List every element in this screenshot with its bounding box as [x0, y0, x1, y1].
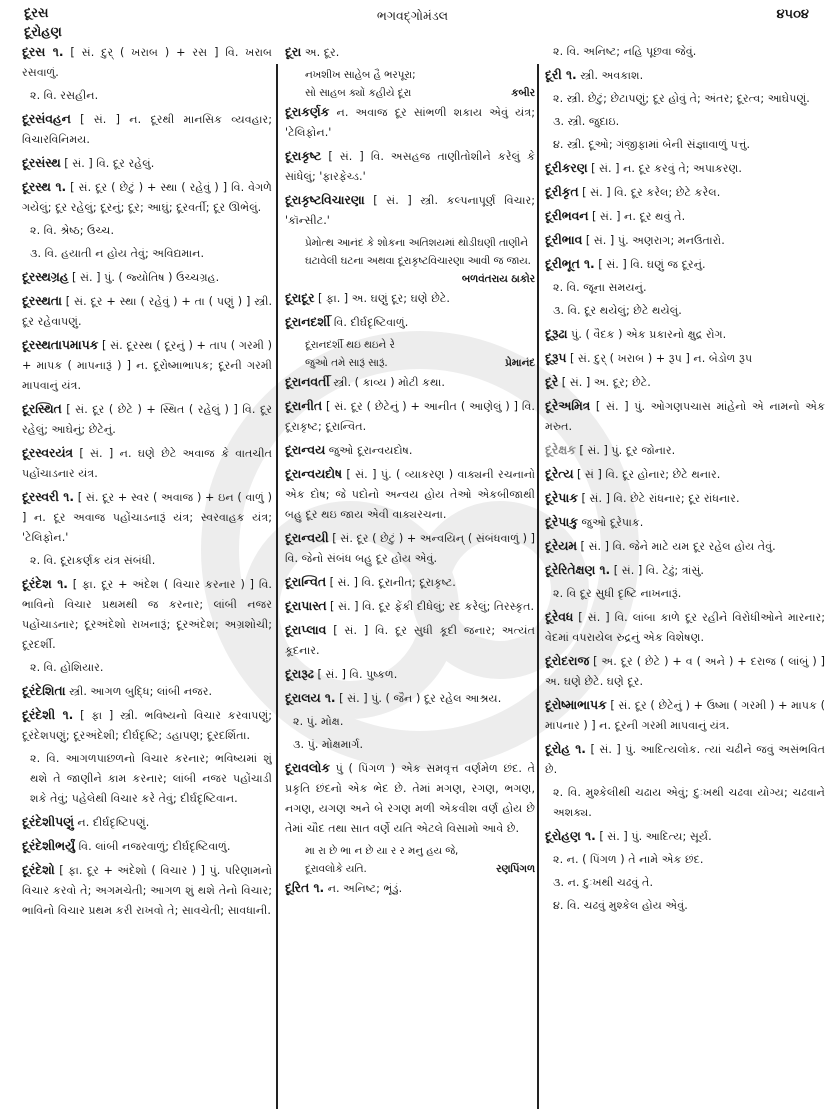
sub-sense: ૪. સ્ત્રી. દૂઓ; ગંજીફામાં બેની સંજ્ઞાવાળું પત્તું. [553, 138, 751, 151]
definition: [ સં. ] વિ. ટેઢું; ત્રાંસું. [613, 564, 704, 577]
quotation-text: જુઓ તમે સારૂં સારૂં. [305, 357, 388, 369]
headword: દૂરસ્થિત [22, 402, 62, 416]
headword: દૂરસ્થગ્રહ [22, 270, 69, 284]
definition: ન. દીર્ઘદૃષ્ટિપણું. [77, 816, 150, 829]
dictionary-entry [285, 372, 535, 393]
column-1 [22, 42, 272, 1092]
column-divider [537, 64, 539, 1109]
headword: દૂરાન્વયી [285, 531, 329, 545]
headword: દૂરસ ૧. [22, 45, 64, 59]
dictionary-entry [22, 860, 272, 921]
dictionary-entry [285, 288, 535, 309]
dictionary-entry [22, 335, 272, 396]
headword: દૂરૂઢા [545, 327, 568, 341]
dictionary-entry [545, 396, 825, 437]
sub-sense: ૨. વિ. શ્રેષ્ઠ; ઉચ્ચ. [30, 224, 115, 237]
headword: દૂરસ્વરી ૧. [22, 490, 74, 504]
quotation-author: રણપિંગળ [496, 863, 535, 875]
definition: [ સં. ] વિ. અસહજ તાણીતોશીને કરેલું કે સાંધેલું; 'ફારફેચ્ડ.' [285, 150, 535, 183]
definition: [ સં. ] પું. આદિત્યલોક. ત્યાં ચઢીને જવું અસંભવિત છે. [545, 743, 825, 776]
headword: દૂરસ્થતા [22, 294, 62, 308]
definition: [ સં. દૂર ( છેટેનું ) + આનીત ( આણેલું ) ] વિ. દૂરાકૃષ્ટ; દૂરાન્વિત. [285, 400, 535, 433]
headword: દૂરે [545, 375, 559, 389]
dictionary-entry [545, 739, 825, 780]
quotation-line: નખશીખ સાહેબ હૈ ભરપૂરા; [305, 69, 416, 81]
dictionary-entry [545, 440, 825, 461]
guide-word-first: દૂરસ [24, 6, 49, 21]
sub-sense: ૩. વિ. હયાતી ન હોય તેવું; અવિદ્યમાન. [30, 247, 205, 260]
definition: વિ. દીર્ઘદૃષ્ટિવાળું. [333, 316, 409, 329]
definition: [ સં. ] પું. ( વ્યાકરણ ) વાક્યની રચનાનો એક દોષ; જે પદોનો અન્વય હોય તેઓ એકબીજાથી બહુ દૂર થઇ જાય એવી વાક્યરચના. [285, 468, 535, 521]
dictionary-entry [545, 488, 825, 509]
definition: જુઓ દૂરેપાક. [581, 516, 644, 529]
headword: દૂરાનદર્શી [285, 315, 331, 329]
sub-sense: ૩. પું. મોક્ષમાર્ગ. [293, 738, 364, 751]
dictionary-entry [22, 153, 272, 174]
headword: દૂરેરિતેક્ષણ ૧. [545, 563, 611, 577]
dictionary-entry [22, 681, 272, 702]
headword: દૂરસ્થતાપમાપક [22, 338, 99, 352]
dictionary-entry [545, 695, 825, 736]
definition: [ સં. ] વિ. દૂર કરેલ; છેટે કરેલ. [582, 186, 721, 199]
definition: [ સં. દુર્ ( ખરાબ ) + રસ ] વિ. ખરાબ રસવાળું. [22, 46, 272, 79]
definition: [ સં. ] વિ. દૂરાનીત; દૂરાકૃષ્ટ. [329, 576, 456, 589]
quotation-author: કબીર [511, 87, 535, 99]
dictionary-entry [22, 267, 272, 288]
headword: દૂરાનીત [285, 399, 323, 413]
dictionary-entry [22, 836, 272, 857]
quotation-text: દૂરાવલોકે યતિ. [305, 863, 367, 875]
dictionary-entry [545, 464, 825, 485]
sub-sense: ૪. વિ. ચઢવું મુશ્કેલ હોય એવું. [553, 899, 688, 912]
quotation-line [285, 860, 535, 878]
headword: દૂરોદરાજ [545, 654, 590, 668]
dictionary-entry [285, 102, 535, 143]
sub-sense: ૨. સ્ત્રી. છેટું; છેટાપણું; દૂર હોવું તે; અંતર; દૂરત્વ; આઘેપણું. [553, 92, 810, 105]
quotation-line [285, 84, 535, 102]
running-title: ભગવદ્ગોમંડલ [376, 8, 449, 23]
headword: દૂરાન્વયદોષ [285, 467, 342, 481]
dictionary-entry [285, 688, 535, 709]
quotation-line [285, 354, 535, 372]
column-3 [545, 42, 825, 1092]
dictionary-entry [285, 396, 535, 437]
dictionary-entry [545, 348, 825, 369]
definition: [ સં. ] વિ. દૂર રહેલું. [64, 157, 155, 170]
sub-sense: ૩. ન. દુઃખથી ચઢવું તે. [553, 876, 654, 889]
dictionary-entry [545, 536, 825, 557]
dictionary-entry [285, 464, 535, 525]
dictionary-entry [285, 664, 535, 685]
headword: દૂરાપ્લાવ [285, 623, 327, 637]
headword: દૂરસ્વરયંત્ર [22, 446, 73, 460]
headword: દૂરૂપ [545, 351, 567, 365]
definition: [ સં. ] ન. દૂર કરવું તે; અપાકરણ. [591, 162, 742, 175]
sub-sense: ૨. વિ દૂર સુધી દૃષ્ટિ નાખનારૂં. [553, 587, 682, 600]
sub-sense: ૨. ન. ( પિંગળ ) તે નામે એક છંદ. [553, 853, 704, 866]
definition: [ સં. ] ન. ઘણે છેટે અવાજ કે વાતચીત પહોંચાડનાર યંત્ર. [22, 447, 272, 480]
dictionary-entry [285, 758, 535, 839]
quotation-line: પ્રેમોત્થ આનંદ કે શોકના અતિશયમાં થોડીઘણી તાણીને ઘટાવેલી ઘટના અથવા દૂરાકૃષ્ટવિચારણા આવી જ જાય. [305, 237, 531, 267]
headword: દૂરંદેશો [22, 863, 55, 877]
headword: દૂરાલય ૧. [285, 691, 336, 705]
dictionary-entry [22, 487, 272, 548]
quotation-text: સો સાહબ ક્યોં કહીયે દૂરા [305, 87, 412, 99]
definition: [ સં. ] વિ. પુષ્કળ. [317, 668, 398, 681]
headword: દૂરસંવહન [22, 112, 71, 126]
definition: સ્ત્રી. આગળ બુદ્ધિ; લાંબી નજર. [69, 685, 213, 698]
sub-sense: ૨. વિ. રસહીન. [30, 89, 99, 102]
headword: દૂરાન્વય [285, 443, 326, 457]
dictionary-entry [545, 560, 825, 581]
column-divider [276, 64, 278, 1109]
headword: દૂરોહણ ૧. [545, 829, 596, 843]
headword: દૂરીભાવ [545, 233, 583, 247]
dictionary-entry [285, 572, 535, 593]
page-number: ૪૫૦૪ [776, 7, 809, 22]
sub-sense: ૨. પું. મોક્ષ. [293, 715, 344, 728]
definition: [ ફા ] સ્ત્રી. ભવિષ્યનો વિચાર કરવાપણું; દૂરંદેશપણું; દૂરઅંદેશી; દીર્ઘદૃષ્ટિ; ડહાપણ; દૂરદર્શિતા. [22, 709, 272, 742]
definition: [ સં ] વિ. દૂર હોનાર; છેટે થનાર. [577, 468, 721, 481]
sub-sense: ૨. વિ. દૂરાકર્ણક યંત્ર સંબંધી. [30, 554, 156, 567]
quotation-author: પ્રેમાનંદ [505, 357, 535, 369]
definition: [ સં. ] પું. ( જૈન ) દૂર રહેલ આશ્રય. [339, 692, 502, 705]
definition: [ સં. ] પું. આદિત્ય; સૂર્ય. [599, 830, 712, 843]
headword: દૂરેયમ [545, 539, 577, 553]
definition: [ સં. દૂર + સ્વર ( અવાજ ) + ઇન ( વાળું ) ] ન. દૂર અવાજ પહોંચાડનારૂં યંત્ર; સ્વરવાહક યંત્ર; 'ટેલિફોન.' [22, 491, 272, 544]
dictionary-entry [22, 574, 272, 655]
sub-sense: ૨. વિ. આગળપાછળનો વિચાર કરનાર; ભવિષ્યમાં શું થશે તે જાણીને કામ કરનાર; લાંબી નજર પહોંચાડી શકે તેવું; પહેલેથી વિચાર કરે તેવું; દીર્ઘદૃષ્ટિવાન. [30, 752, 272, 805]
dictionary-entry [545, 512, 825, 533]
dictionary-entry [22, 812, 272, 833]
dictionary-entry [545, 651, 825, 692]
dictionary-entry [545, 65, 825, 86]
definition: [ ફા. ] અ. ઘણું દૂર; ઘણે છેટે. [318, 292, 450, 305]
headword: દૂરંદેશ ૧. [22, 577, 68, 591]
headword: દૂરાન્વિત [285, 575, 326, 589]
headword: દૂરાનવર્તી [285, 375, 330, 389]
column-2 [285, 42, 535, 1092]
dictionary-entry [22, 42, 272, 83]
dictionary-entry [285, 440, 535, 461]
definition: [ સં. ] પું. ઓગણપચાસ માંહેનો એ નામનો એક મરુત. [545, 400, 825, 433]
sub-sense: ૨. વિ. જૂના સમયનું. [553, 281, 647, 294]
headword: દૂરીકરણ [545, 161, 588, 175]
dictionary-entry [22, 399, 272, 440]
definition: [ સં. ] વિ. દૂર સુધી કૂદી જનાર; અત્યંત કૂદનાર. [285, 624, 535, 657]
definition: [ સં. ] પું. અણરાગ; મનઉતારો. [585, 234, 725, 247]
headword: દૂરાકર્ણક [285, 105, 330, 119]
definition: [ સં. ] અ. દૂર; છેટે. [561, 376, 651, 389]
dictionary-entry [22, 291, 272, 332]
definition: [ સં. દૂર + સ્થા ( રહેવું ) + તા ( પણું ) ] સ્ત્રી. દૂર રહેવાપણું. [22, 295, 272, 328]
dictionary-entry [22, 177, 272, 218]
headword: દૂરાવલોક [285, 761, 330, 775]
dictionary-entry [22, 705, 272, 746]
sub-sense: ૨. વિ. મુશ્કેલીથી ચઢાય એવું; દુઃખથી ચઢવા યોગ્ય; ચઢવાને અશક્ય. [553, 786, 825, 819]
headword: દૂરીભવન [545, 209, 589, 223]
definition: [ ફા. દૂર + અંદેશ ( વિચાર કરનાર ) ] વિ. ભાવિનો વિચાર પ્રથમથી જ કરનાર; લાંબી નજર પહોંચાડનાર; દૂરઅંદેશો રાખનારૂં; દૂરઅંદેશ; અગ્રશોચી; દૂરદર્શી. [22, 578, 272, 651]
headword: દૂરોષ્માભાપક [545, 698, 607, 712]
sub-sense: ૨. વિ. અનિષ્ટ; નહિ પૂછવા જેવું. [553, 45, 697, 58]
definition: પું ( પિંગળ ) એક સમવૃત્ત વર્ણમેળ છંદ. તે પ્રકૃતિ છંદનો એક ભેદ છે. તેમાં મગણ, રગણ, ભગણ, નગણ, યગણ અને બે રગણ મળી એકવીશ વર્ણ હોય છે તેમાં ચૌદ તથા સાત વર્ણે યતિ એટલે વિસામો આવે છે. [285, 762, 535, 835]
quotation-author: બળવંતરાય ઠાકોર [461, 273, 535, 285]
quotation-line: દૂરાનદર્શી થઇ થઇને રે [305, 339, 395, 351]
dictionary-entry [285, 312, 535, 333]
definition: [ સં. ] વિ. જેને માટે યમ દૂર રહેલ હોય તેવું. [580, 540, 776, 553]
definition: [ સં. ] વિ. લાંબા કાળે દૂર રહીને વિરોધીઓને મારનાર; વેદમાં વપરાયેલ રુદ્રનું એક વિશેષણ. [545, 611, 825, 644]
dictionary-entry [285, 596, 535, 617]
definition: વિ. લાંબી નજરવાળું; દીર્ઘદૃષ્ટિવાળું. [78, 840, 231, 853]
dictionary-entry [285, 146, 535, 187]
headword: દૂરંદેશીપણું [22, 815, 74, 829]
definition: [ ફા. દૂર + અંદેશો ( વિચાર ) ] પું. પરિણામનો વિચાર કરવો તે; અગમચેતી; આગળ શું થશે તેનો વિચાર; ભાવિનો વિચાર પ્રથમ કરી રાખવો તે; સાવચેતી; સાવધાની. [22, 864, 272, 917]
dictionary-entry [285, 878, 535, 899]
dictionary-entry [545, 324, 825, 345]
headword: દૂરી ૧. [545, 68, 577, 82]
headword: દૂરેઅમિત્ર [545, 399, 591, 413]
headword: દૂરાપાસ્ત [285, 599, 327, 613]
dictionary-entry [545, 206, 825, 227]
dictionary-entry [22, 443, 272, 484]
definition: સ્ત્રી. અવકાશ. [580, 69, 644, 82]
headword: દૂરંદેશીભર્યું [22, 839, 76, 853]
headword: દૂરેપાકુ [545, 515, 578, 529]
headword: દૂરિત ૧. [285, 881, 325, 895]
dictionary-entry [545, 230, 825, 251]
dictionary-entry [285, 620, 535, 661]
definition: [ સં. ] વિ. છેટે રાંધનાર; દૂર રાંધનાર. [581, 492, 740, 505]
dictionary-entry [22, 109, 272, 150]
definition: [ સં. ] સ્ત્રી. કલ્પનાપૂર્ણ વિચાર; 'કૉન્સીટ.' [285, 194, 535, 227]
headword: દૂરીભૂત ૧. [545, 257, 595, 271]
definition: [ સં. ] પું. દૂર જોનાર. [579, 444, 676, 457]
dictionary-entry [285, 42, 535, 63]
dictionary-columns [22, 42, 825, 1104]
definition: [ સં. દૂર ( છેટેનું ) + ઉષ્મા ( ગરમી ) + માપક ( માપનાર ) ] ન. દૂરની ગરમી માપવાનું યંત્ર. [545, 699, 825, 732]
definition: [ સં. દૂર ( છેટે ) + સ્થિત ( રહેલું ) ] વિ. દૂર રહેલું; આઘેનું; છેટેનું. [22, 403, 272, 436]
definition: [ સં. દૂર ( છેટું ) + અન્વયિન્ ( સંબંધવાળું ) ] વિ. જેનો સંબંધ બહુ દૂર હોય એવું. [285, 532, 535, 565]
dictionary-entry [285, 190, 535, 231]
guide-word-last: દૂરોહણ [24, 25, 62, 40]
headword: દૂરસ્થ ૧. [22, 180, 67, 194]
headword: દૂરોહ ૧. [545, 742, 586, 756]
definition: [ સં. ] વિ. દૂર ફેંકી દીધેલું; રદ કરેલું; તિરસ્કૃત. [330, 600, 535, 613]
definition: સ્ત્રી. ( કાવ્ય ) મોટી કથા. [333, 376, 445, 389]
definition: ન. અનિષ્ટ; ભૂંડું. [327, 882, 403, 895]
headword: દૂરસંસ્થ [22, 156, 61, 170]
headword: દૂરેત્ય [545, 467, 574, 481]
headword: દૂરંદેશિતા [22, 684, 66, 698]
headword: દૂરેવધ [545, 610, 574, 624]
dictionary-entry [285, 528, 535, 569]
definition: [ સં. ] ન. દૂરથી માનસિક વ્યવહાર; વિચારવિનિમય. [22, 113, 272, 146]
dictionary-entry [545, 607, 825, 648]
headword: દૂરાકૃષ્ટવિચારણા [285, 193, 365, 207]
headword: દૂરાદૂર [285, 291, 315, 305]
definition: [ સં. ] ન. દૂર થવું તે. [591, 210, 686, 223]
definition: [ સં. દૂર ( છેટું ) + સ્થા ( રહેવું ) ] વિ. વેગળે ગયેલું; દૂર રહેલું; દૂરનું; દૂર; આઘું; દૂરવર્તી; દૂર ઊભેલું. [22, 181, 272, 214]
headword: દૂરારૂઢ [285, 667, 314, 681]
headword: દૂરીકૃત [545, 185, 579, 199]
headword: દૂરેક્ષક [545, 443, 576, 457]
definition: [ અ. દૂર ( છેટે ) + વ ( અને ) + દરાજ ( લાંબું ) ] અ. ઘણે છેટે. ઘણે દૂર. [545, 655, 825, 688]
definition: [ સં. દુર્ ( ખરાબ ) + રૂપ ] ન. બેડોળ રૂપ [569, 352, 753, 365]
page-header [0, 0, 825, 48]
sub-sense: ૩. સ્ત્રી. જુદાઇ. [553, 115, 620, 128]
sub-sense: ૩. વિ. દૂર થયેલું; છેટે થયેલું. [553, 304, 682, 317]
dictionary-entry [545, 182, 825, 203]
sub-sense: ૨. વિ. હોશિયાર. [30, 661, 104, 674]
dictionary-entry [545, 372, 825, 393]
definition: [ સં. ] પું. ( જ્યોતિષ ) ઉચ્ચગ્રહ. [72, 271, 220, 284]
definition: [ સં. દૂરસ્થ ( દૂરનું ) + તાપ ( ગરમી ) + માપક ( માપનારૂં ) ] ન. દૂરોષ્માભાપક; દૂરની ગરમી માપવાનું યંત્ર. [22, 339, 272, 392]
definition: ન. અવાજ દૂર સાંભળી શકાય એવું યંત્ર; 'ટેલિફોન.' [285, 106, 535, 139]
definition: અ. દૂર. [304, 46, 340, 59]
headword: દૂરંદેશી ૧. [22, 708, 74, 722]
quotation-line: મા રા છે ભા ન છે યા ર ર મનુ હય જે, [305, 845, 459, 857]
dictionary-entry [545, 826, 825, 847]
dictionary-entry [545, 158, 825, 179]
definition: પું. ( વૈદક ) એક પ્રકારનો ક્ષુદ્ર રોગ. [571, 328, 727, 341]
dictionary-entry [545, 254, 825, 275]
definition: [ સં. ] વિ. ઘણું જ દૂરનું. [598, 258, 706, 271]
headword: દૂરાકૃષ્ટ [285, 149, 322, 163]
definition: જુઓ દૂરાન્વયદોષ. [328, 444, 413, 457]
headword: દૂરેપાક [545, 491, 578, 505]
headword: દૂરા [285, 45, 302, 59]
